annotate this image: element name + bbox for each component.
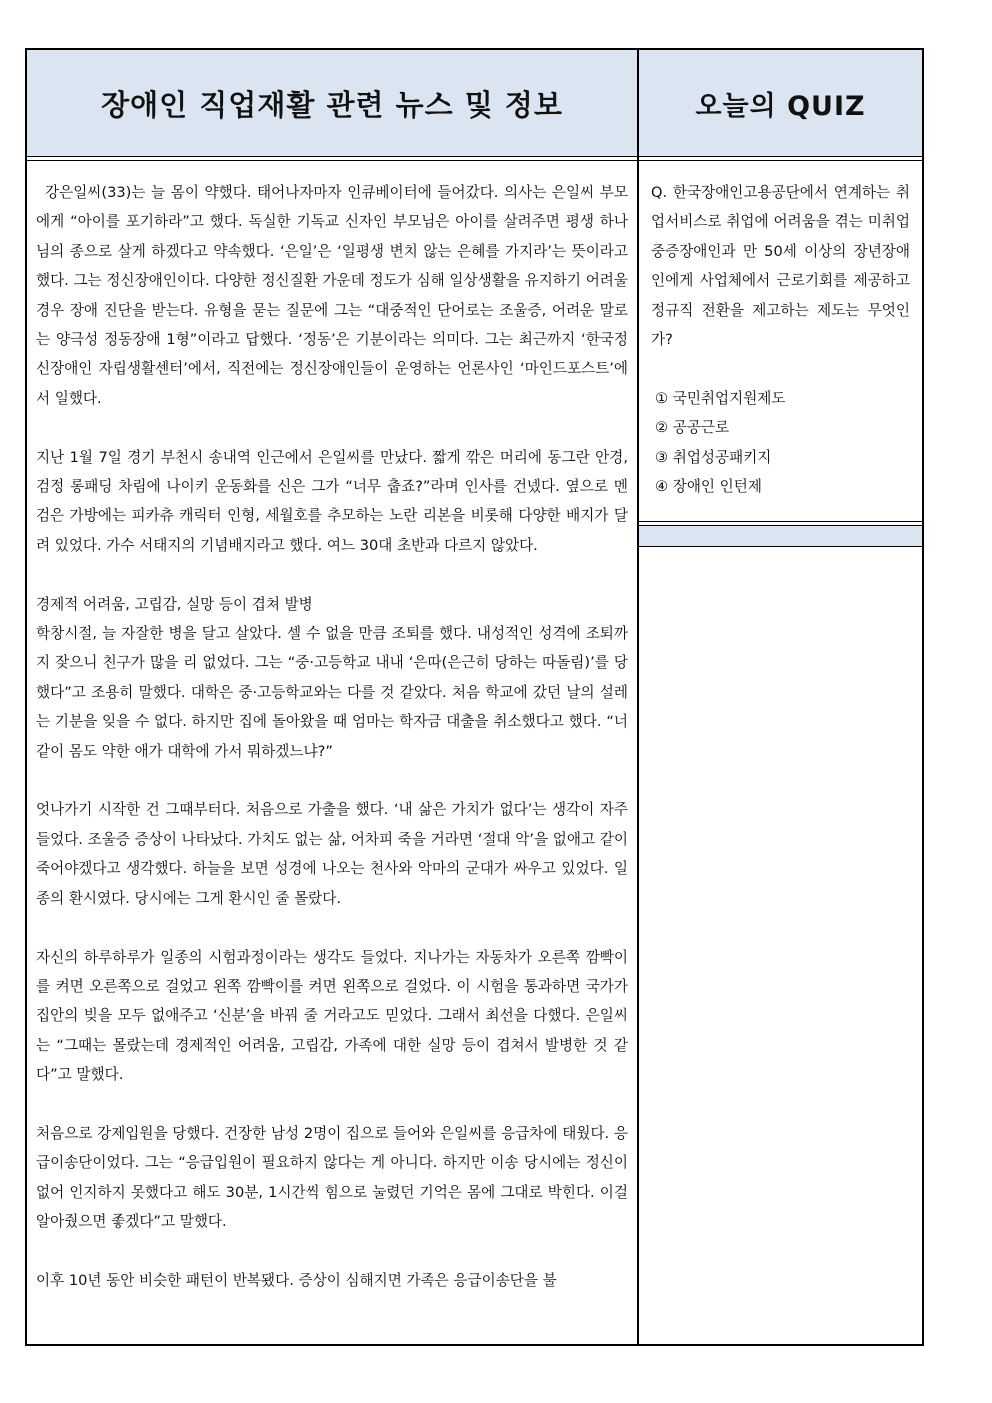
news-column — [27, 50, 639, 1344]
quiz-question: Q. 한국장애인고용공단에서 연계하는 취업서비스로 취업에 어려움을 겪는 미취업 중증장애인과 만 50세 이상의 장년장애인에게 사업체에서 근로기회를 제공하고 정규직 전환을 제고하는 제도는 무엇인가? — [651, 184, 910, 349]
quiz-title: 오늘의 QUIZ — [695, 90, 866, 122]
article-paragraph-6: 처음으로 강제입원을 당했다. 건장한 남성 2명이 집으로 들어와 은일씨를 응급차에 태웠다. 응급이송단이었다. 그는 “응급입원이 필요하지 않다는 게 아니다. 하지만 이송 당시에는 정신이 없어 인지하지 못했다고 해도 30분, 1시간씩 힘으로 눌렸던 기억은 몸에 그대로 박힌다. 이걸 알아줬으면 좋겠다”고 말했다. — [36, 1124, 628, 1231]
article-paragraph-4: 엇나가기 시작한 건 그때부터다. 처음으로 가출을 했다. ‘내 삶은 가치가 없다’는 생각이 자주 들었다. 조울증 증상이 나타났다. 가치도 없는 삶, 어차피 죽을 거라면 ‘절대 악’을 없애고 같이 죽어야겠다고 생각했다. 하늘을 보면 성경에 나오는 천사와 악마의 군대가 싸우고 있었다. 일종의 환시였다. 당시에는 그게 환시인 줄 몰랐다. — [36, 801, 628, 907]
article-paragraph-3: 학창시절, 늘 자잘한 병을 달고 살았다. 셀 수 없을 만큼 조퇴를 했다. 내성적인 성격에 조퇴까지 잦으니 친구가 많을 리 없었다. 그는 “중·고등학교 내내 ‘은따(은근히 당하는 따돌림)’를 당했다”고 조용히 말했다. 대학은 중·고등학교와는 다를 것 같았다. 처음 학교에 갔던 날의 설레는 기분을 잊을 수 없다. 하지만 집에 돌아왔을 때 엄마는 학자금 대출을 취소했다고 했다. “너같이 몸도 약한 애가 대학에 가서 뭐하겠느냐?” — [36, 625, 628, 760]
article-paragraph-5: 자신의 하루하루가 일종의 시험과정이라는 생각도 들었다. 지나가는 자동차가 오른쪽 깜빡이를 켜면 오른쪽으로 걸었고 왼쪽 깜빡이를 켜면 왼쪽으로 걸었다. 이 시험을 통과하면 국가가 집안의 빚을 모두 없애주고 ‘신분’을 바꿔 줄 거라고도 믿었다. 그래서 최선을 다했다. 은일씨는 “그때는 몰랐는데 경제적인 어려움, 고립감, 가족에 대한 실망 등이 겹쳐서 발병한 것 같다”고 말했다. — [36, 948, 628, 1084]
quiz-column — [639, 50, 922, 1344]
quiz-option-3: ③ 취업성공패키지 — [655, 448, 772, 466]
quiz-header — [639, 50, 922, 157]
quiz-options — [651, 384, 910, 502]
news-header — [27, 50, 637, 157]
article-body — [27, 157, 637, 1295]
article-paragraph-1: 강은일씨(33)는 늘 몸이 약했다. 태어나자마자 인큐베이터에 들어갔다. 의사는 은일씨 부모에게 “아이를 포기하라”고 했다. 독실한 기독교 신자인 부모님은 아이를 살려주면 평생 하나님의 종으로 살게 하겠다고 약속했다. ‘은일’은 ‘일평생 변치 않는 은혜를 가지라’는 뜻이라고 했다. 그는 정신장애인이다. 다양한 정신질환 가운데 정도가 심해 일상생활을 유지하기 어려울 경우 장애 진단을 받는다. 유형을 묻는 질문에 그는 “대중적인 단어로는 조울증, 어려운 말로는 양극성 정동장애 1형”이라고 답했다. ‘정동’은 기분이라는 의미다. 그는 최근까지 ‘한국정신장애인 자립생활센터’에서, 직전에는 정신장애인들이 운영하는 언론사인 ‘마인드포스트’에서 일했다. — [36, 184, 628, 407]
article-paragraph-7: 이후 10년 동안 비슷한 패턴이 반복됐다. 증상이 심해지면 가족은 응급이송단을 불 — [36, 1271, 557, 1289]
article-paragraph-2: 지난 1월 7일 경기 부천시 송내역 인근에서 은일씨를 만났다. 짧게 깎은 머리에 동그란 안경, 검정 롱패딩 차림에 나이키 운동화를 신은 그가 “너무 춥죠?”라며 인사를 건넸다. 옆으로 멘 검은 가방에는 피카츄 캐릭터 인형, 세월호를 추모하는 노란 리본을 비롯해 다양한 배지가 달려 있었다. 가수 서태지의 기념배지라고 했다. 여느 30대 초반과 다르지 않았다. — [36, 448, 628, 554]
newsletter-frame — [25, 48, 924, 1346]
news-title: 장애인 직업재활 관련 뉴스 및 정보 — [101, 87, 563, 122]
quiz-body — [639, 157, 922, 501]
article-subheading: 경제적 어려움, 고립감, 실망 등이 겹쳐 발병 — [36, 595, 313, 613]
quiz-option-1: ① 국민취업지원제도 — [655, 389, 786, 407]
quiz-divider-band — [639, 525, 922, 547]
quiz-option-2: ② 공공근로 — [655, 419, 730, 437]
quiz-option-4: ④ 장애인 인턴제 — [655, 478, 762, 496]
